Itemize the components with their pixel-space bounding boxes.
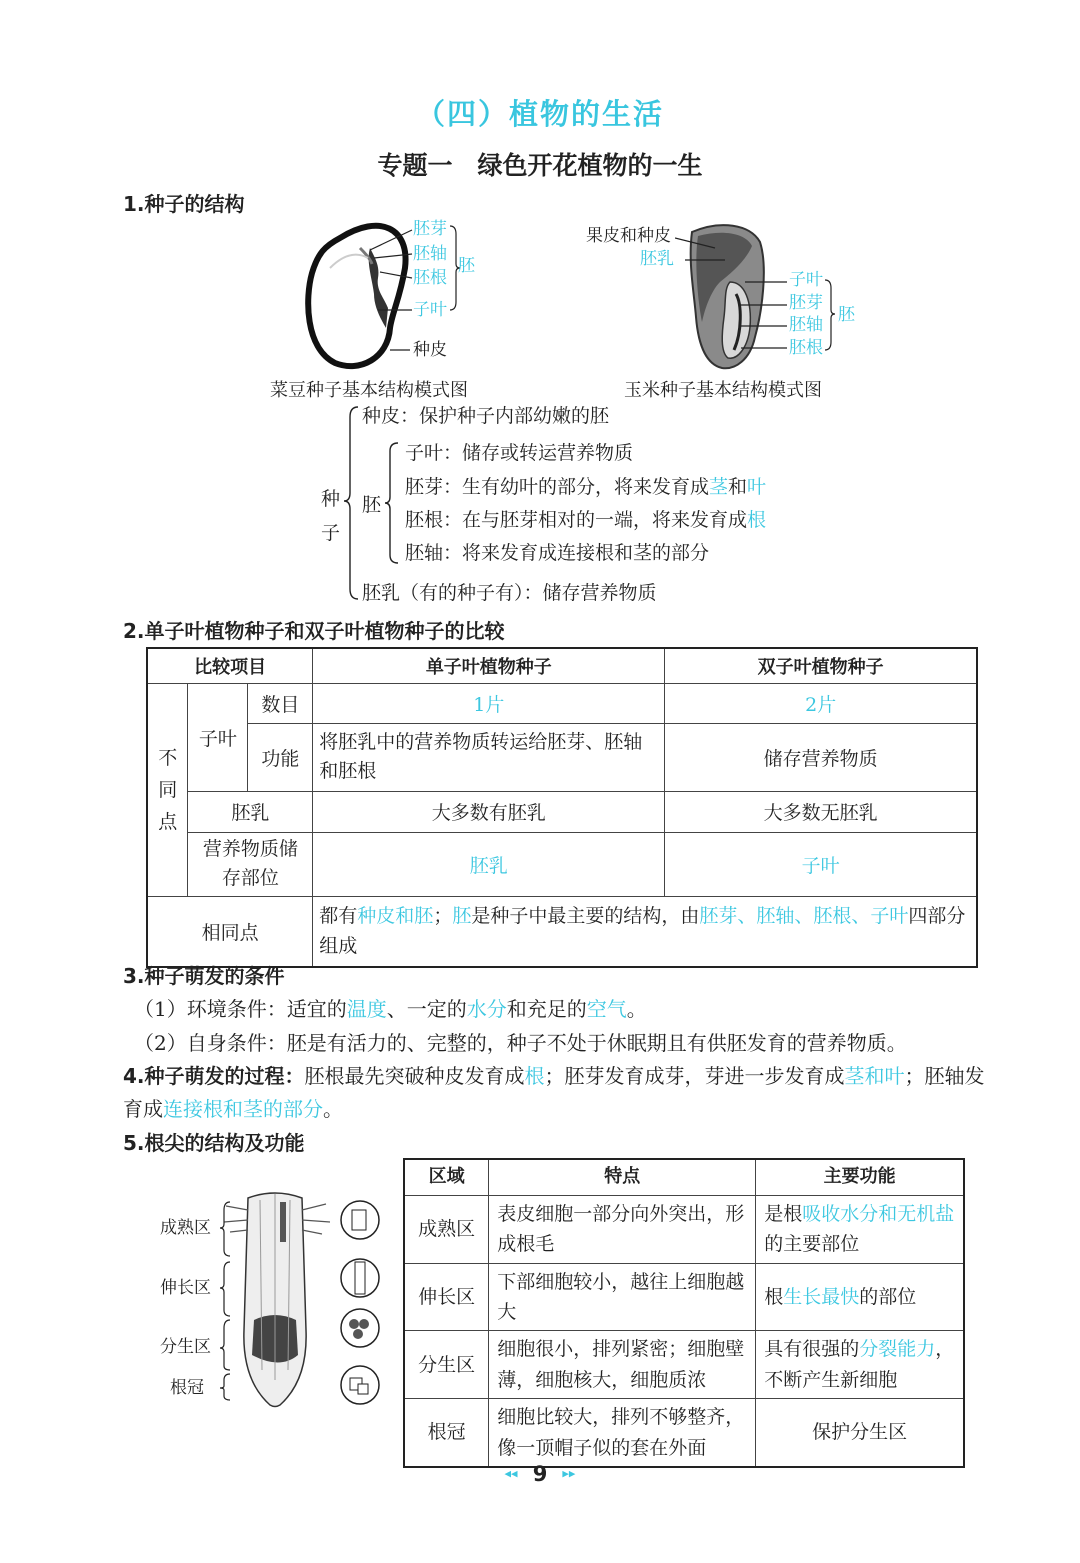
feature-cell: 表皮细胞一部分向外突出，形成根毛 bbox=[489, 1195, 756, 1263]
table-header-row bbox=[147, 648, 977, 684]
root-label-meristem: 分生区 bbox=[160, 1337, 211, 1357]
table-row bbox=[404, 1263, 964, 1331]
table-row bbox=[147, 724, 977, 792]
count-di: 2片 bbox=[665, 684, 977, 724]
bean-leader-lines bbox=[370, 220, 480, 360]
corn-label-radicle: 胚根 bbox=[789, 338, 823, 358]
zone-cell: 成熟区 bbox=[404, 1195, 489, 1263]
zone-cell: 伸长区 bbox=[404, 1263, 489, 1331]
function-mono: 将胚乳中的营养物质转运给胚芽、胚轴和胚根 bbox=[313, 724, 665, 792]
topic-title: 专题一 绿色开花植物的一生 bbox=[377, 151, 703, 180]
bean-label-embryo: 胚 bbox=[458, 256, 475, 276]
comparison-table bbox=[146, 647, 978, 968]
condition-environment: （1）环境条件：适宜的温度、一定的水分和充足的空气。 bbox=[134, 997, 647, 1021]
table-row bbox=[147, 684, 977, 724]
table-row bbox=[147, 791, 977, 832]
corn-label-hypocotyl: 胚轴 bbox=[789, 315, 823, 335]
function-label: 功能 bbox=[248, 724, 313, 792]
header-function: 主要功能 bbox=[756, 1159, 964, 1195]
table-header-row bbox=[404, 1159, 964, 1195]
table-row bbox=[404, 1195, 964, 1263]
section-4-heading: 4.种子萌发的过程： bbox=[123, 1064, 305, 1088]
bean-caption: 菜豆种子基本结构模式图 bbox=[270, 380, 468, 401]
corn-label-endosperm: 胚乳 bbox=[640, 249, 674, 269]
function-cell: 根生长最快的部位 bbox=[756, 1263, 964, 1331]
next-arrows-icon: ▸▸ bbox=[562, 1466, 576, 1482]
endosperm-di: 大多数无胚乳 bbox=[665, 791, 977, 832]
feature-cell: 下部细胞较小，越往上细胞越大 bbox=[489, 1263, 756, 1331]
condition-self: （2）自身条件：胚是有活力的、完整的，种子不处于休眠期且有供胚发育的营养物质。 bbox=[134, 1031, 907, 1055]
corn-label-cotyledon: 子叶 bbox=[789, 270, 823, 290]
table-row bbox=[404, 1331, 964, 1399]
count-label: 数目 bbox=[248, 684, 313, 724]
header-mono: 单子叶植物种子 bbox=[313, 648, 665, 684]
count-mono: 1片 bbox=[313, 684, 665, 724]
function-cell: 具有很强的分裂能力，不断产生新细胞 bbox=[756, 1331, 964, 1399]
page-number: 9 bbox=[532, 1462, 548, 1486]
bean-label-seed-coat: 种皮 bbox=[413, 340, 447, 360]
section-2-heading: 2.单子叶植物种子和双子叶植物种子的比较 bbox=[123, 619, 505, 643]
cotyledon-label: 子叶 bbox=[188, 684, 248, 792]
prev-arrows-icon: ◂◂ bbox=[504, 1466, 518, 1482]
table-row bbox=[404, 1399, 964, 1467]
corn-label-embryo: 胚 bbox=[838, 305, 855, 325]
storage-di: 子叶 bbox=[665, 832, 977, 896]
bean-label-hypocotyl: 胚轴 bbox=[413, 244, 447, 264]
section-3-heading: 3.种子萌发的条件 bbox=[123, 964, 285, 988]
function-cell: 保护分生区 bbox=[756, 1399, 964, 1467]
seed-tree-endosperm: 胚乳（有的种子有）：储存营养物质 bbox=[362, 582, 657, 604]
root-table bbox=[403, 1158, 965, 1468]
germination-process: 4.种子萌发的过程：胚根最先突破种皮发育成根；胚芽发育成芽，芽进一步发育成茎和叶；胚轴发育成连接根和茎的部分。 bbox=[123, 1064, 985, 1121]
feature-cell: 细胞比较大，排列不够整齐，像一顶帽子似的套在外面 bbox=[489, 1399, 756, 1467]
chapter-title: （四）植物的生活 bbox=[415, 97, 664, 131]
header-item: 比较项目 bbox=[147, 648, 313, 684]
root-label-cap: 根冠 bbox=[170, 1378, 204, 1398]
zone-cell: 分生区 bbox=[404, 1331, 489, 1399]
seed-tree-hypocotyl: 胚轴：将来发育成连接根和茎的部分 bbox=[405, 542, 710, 564]
zone-cell: 根冠 bbox=[404, 1399, 489, 1467]
corn-label-pericarp: 果皮和种皮 bbox=[586, 226, 671, 246]
section-1-heading: 1.种子的结构 bbox=[123, 192, 245, 216]
table-row bbox=[147, 896, 977, 966]
header-feature: 特点 bbox=[489, 1159, 756, 1195]
root-label-maturation: 成熟区 bbox=[160, 1218, 211, 1238]
function-cell: 是根吸收水分和无机盐的主要部位 bbox=[756, 1195, 964, 1263]
same-label: 相同点 bbox=[147, 896, 313, 966]
page-footer bbox=[0, 1462, 1080, 1486]
seed-tree-root: 种子 bbox=[321, 488, 341, 544]
bean-label-plumule: 胚芽 bbox=[413, 219, 447, 239]
storage-mono: 胚乳 bbox=[313, 832, 665, 896]
section-5-heading: 5.根尖的结构及功能 bbox=[123, 1131, 305, 1155]
endosperm-mono: 大多数有胚乳 bbox=[313, 791, 665, 832]
endosperm-label: 胚乳 bbox=[188, 791, 313, 832]
seed-tree-radicle: 胚根：在与胚芽相对的一端，将来发育成根 bbox=[405, 509, 767, 531]
storage-label: 营养物质储存部位 bbox=[188, 832, 313, 896]
seed-tree-coat: 种皮：保护种子内部幼嫩的胚 bbox=[362, 405, 610, 427]
bean-label-radicle: 胚根 bbox=[413, 268, 447, 288]
seed-tree-embryo: 胚 bbox=[362, 494, 382, 516]
corn-caption: 玉米种子基本结构模式图 bbox=[624, 380, 822, 401]
function-di: 储存营养物质 bbox=[665, 724, 977, 792]
header-zone: 区域 bbox=[404, 1159, 489, 1195]
root-label-elongation: 伸长区 bbox=[160, 1278, 211, 1298]
header-di: 双子叶植物种子 bbox=[665, 648, 977, 684]
bean-label-cotyledon: 子叶 bbox=[413, 300, 447, 320]
feature-cell: 细胞很小，排列紧密；细胞壁薄，细胞核大，细胞质浓 bbox=[489, 1331, 756, 1399]
table-row bbox=[147, 832, 977, 896]
same-text: 都有种皮和胚；胚是种子中最主要的结构，由胚芽、胚轴、胚根、子叶四部分组成 bbox=[313, 896, 977, 966]
seed-tree-cotyledon: 子叶：储存或转运营养物质 bbox=[405, 442, 634, 464]
corn-label-plumule: 胚芽 bbox=[789, 293, 823, 313]
diff-label: 不同点 bbox=[147, 684, 188, 897]
seed-tree-plumule: 胚芽：生有幼叶的部分，将来发育成茎和叶 bbox=[405, 476, 767, 498]
